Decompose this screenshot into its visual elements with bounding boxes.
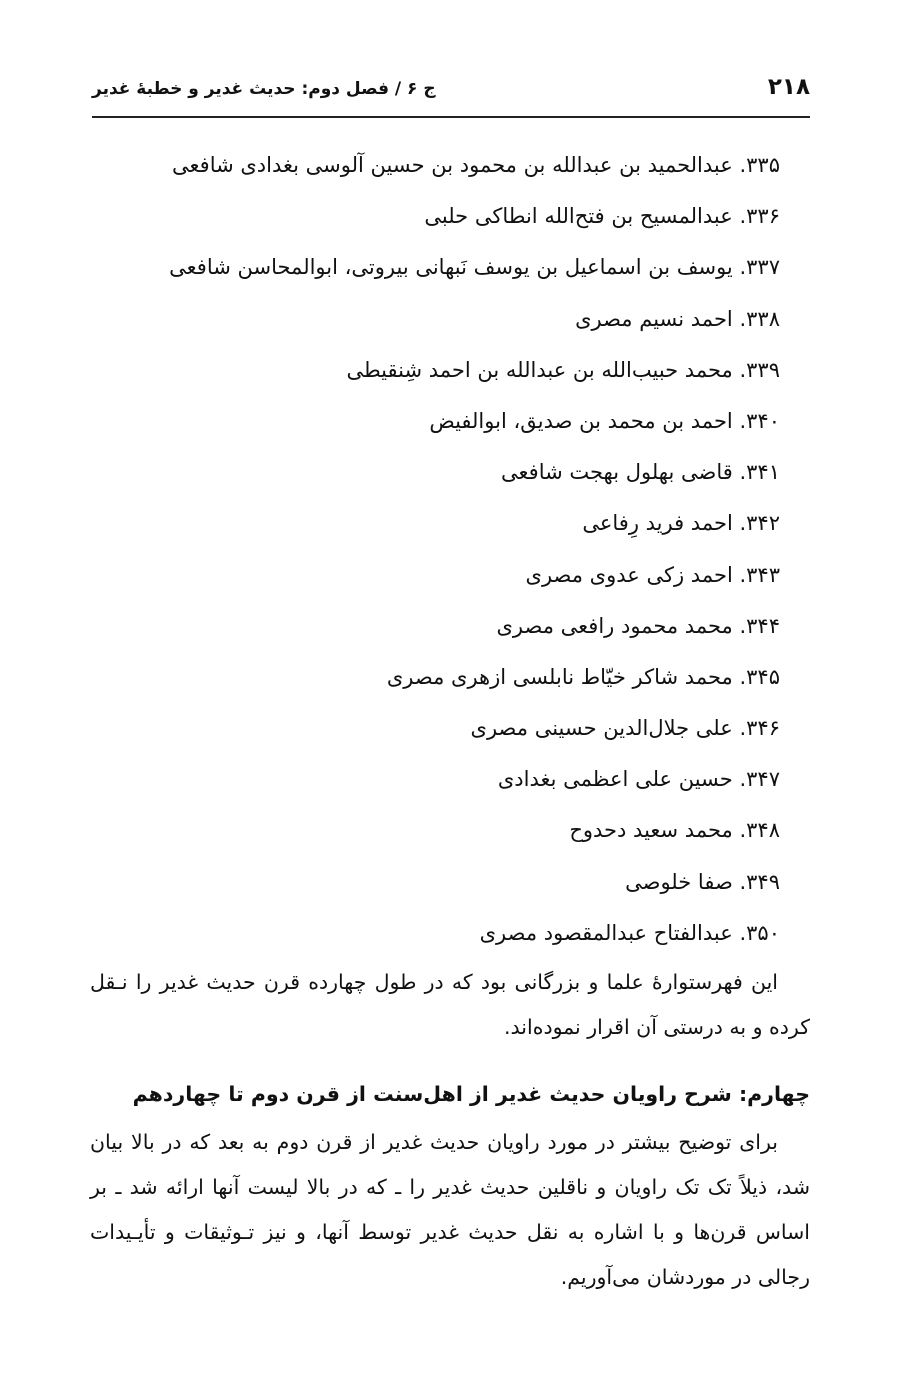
item-number: ۳۴۵. — [739, 664, 780, 689]
item-number: ۳۵۰. — [739, 920, 780, 945]
list-item — [100, 652, 780, 703]
list-item — [100, 294, 780, 345]
narrator-list — [100, 140, 780, 959]
item-name: محمد سعید دحدوح — [569, 818, 733, 843]
list-item — [100, 805, 780, 856]
page-header — [92, 70, 810, 118]
item-number: ۳۴۷. — [739, 767, 780, 792]
item-name: عبدالمسیح بن فتح‌الله انطاکی حلبی — [424, 204, 733, 229]
list-item — [100, 345, 780, 396]
item-name: احمد فرید رِفاعی — [582, 511, 733, 536]
item-number: ۳۳۷. — [739, 255, 780, 280]
item-number: ۳۴۸. — [739, 818, 780, 843]
item-number: ۳۴۰. — [739, 408, 780, 433]
item-name: عبدالفتاح عبدالمقصود مصری — [479, 920, 733, 945]
item-name: عبدالحمید بن عبدالله بن محمود بن حسین آلوسی بغدادی شافعی — [172, 153, 733, 177]
item-number: ۳۴۴. — [739, 613, 780, 638]
item-number: ۳۳۹. — [739, 357, 780, 382]
list-item — [100, 908, 780, 959]
item-name: صفا خلوصی — [625, 869, 733, 894]
item-name: احمد نسیم مصری — [575, 306, 733, 331]
list-item — [100, 447, 780, 498]
item-name: حسین علی اعظمی بغدادی — [497, 767, 733, 792]
item-number: ۳۳۶. — [739, 204, 780, 229]
item-number: ۳۴۹. — [739, 869, 780, 894]
section-heading: چهارم: شرح راویان حدیث غدیر از اهل‌سنت از قرن دوم تا چهاردهم — [132, 1082, 810, 1106]
list-item — [100, 601, 780, 652]
item-name: محمد شاکر خیّاط نابلسی ازهری مصری — [386, 664, 733, 689]
list-item — [100, 857, 780, 908]
list-item — [100, 703, 780, 754]
item-name: محمد حبیب‌الله بن عبدالله بن احمد شِنقیطی — [346, 357, 733, 382]
item-number: ۳۴۶. — [739, 716, 780, 741]
item-number: ۳۴۱. — [739, 460, 780, 485]
list-item — [100, 550, 780, 601]
list-item — [100, 140, 780, 191]
page-number: ۲۱۸ — [767, 74, 810, 100]
item-number: ۳۴۲. — [739, 511, 780, 536]
item-name: احمد زکی عدوی مصری — [525, 562, 733, 587]
list-item — [100, 191, 780, 242]
item-name: احمد بن محمد بن صدیق، ابوالفیض — [429, 408, 733, 433]
item-name: محمد محمود رافعی مصری — [496, 613, 733, 638]
running-title: ج ۶ / فصل دوم: حدیث غدیر و خطبهٔ غدیر — [92, 79, 436, 99]
list-item — [100, 242, 780, 293]
item-name: علی جلال‌الدین حسینی مصری — [470, 716, 733, 741]
item-number: ۳۳۵. — [739, 153, 780, 177]
item-name: یوسف بن اسماعیل بن یوسف نَبهانی بیروتی، ابوالمحاسن شافعی — [169, 255, 733, 280]
item-number: ۳۴۳. — [739, 562, 780, 587]
item-number: ۳۳۸. — [739, 306, 780, 331]
summary-paragraph: این فهرستوارهٔ علما و بزرگانی بود که در طول چهارده قرن حدیث غدیر را نـقل کرده و به درستی آن اقرار نموده‌اند. — [90, 970, 810, 1039]
list-item — [100, 396, 780, 447]
section-paragraph: برای توضیح بیشتر در مورد راویان حدیث غدیر از قرن دوم به بعد که در بالا بیان شد، ذیلاً تک تک راویان و ناقلین حدیث غدیر را ـ که در بالا لیست آنها ارائه شد ـ بر اساس قرن‌ها و با اشاره به نقل حدیث غدیر توسط آنها، و نیز تـوثیقات و تأیـیدات رجالی در موردشان می‌آوریم. — [90, 1130, 810, 1289]
item-name: قاضی بهلول بهجت شافعی — [501, 460, 733, 485]
list-item — [100, 754, 780, 805]
list-item — [100, 498, 780, 549]
